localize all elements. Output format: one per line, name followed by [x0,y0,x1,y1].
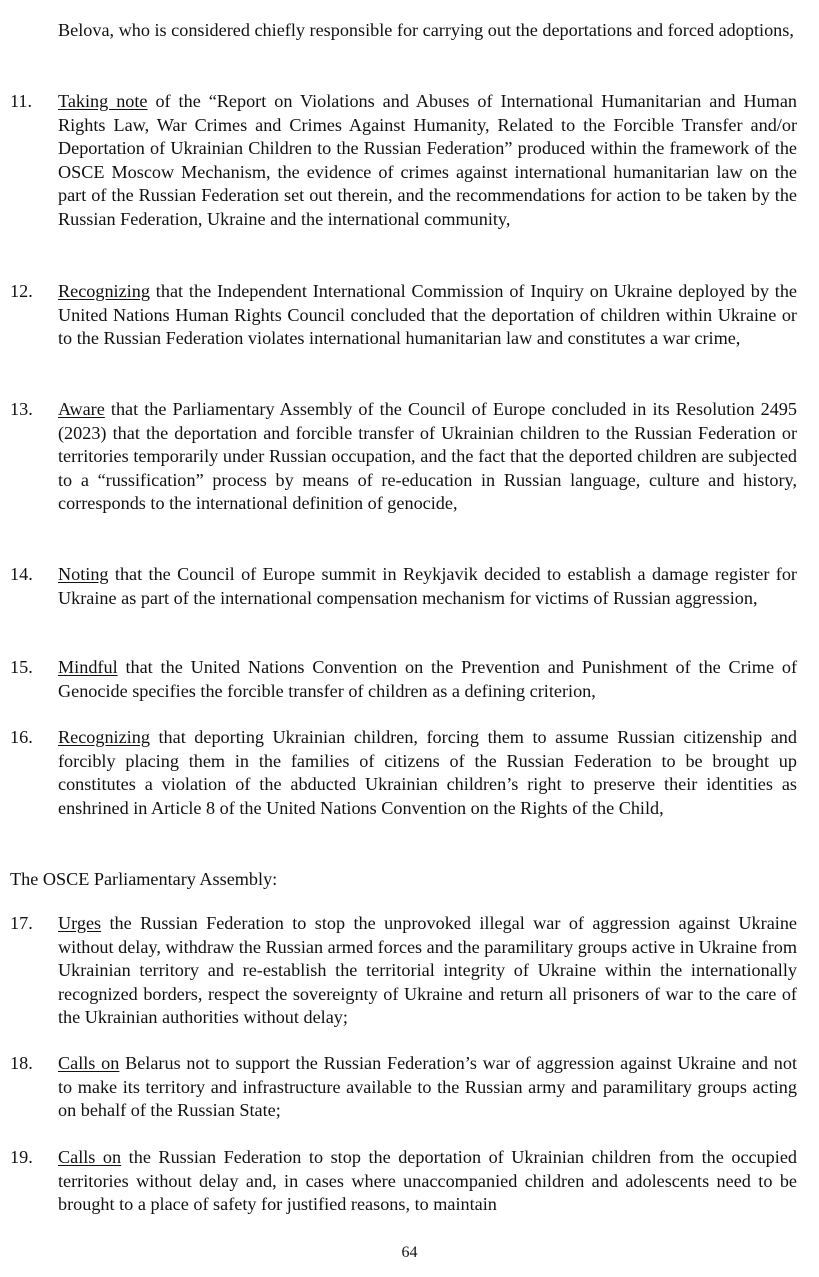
paragraph-text: the Russian Federation to stop the deportation of Ukrainian children from the occupied territories without delay and, in cases where unaccompanied children and adolescents need to be brought to a place of safety for justified reasons, to maintain [58,1147,797,1215]
paragraph-text: the Russian Federation to stop the unprovoked illegal war of aggression against Ukraine without delay, withdraw the Russian armed forces and the paramilitary groups active in Ukraine from Ukrainian territory and re-establish the territorial integrity of Ukraine within the internationally recognized borders, respect the sovereignty of Ukraine and return all prisoners of war to the care of the Ukrainian authorities without delay; [58,913,797,1028]
paragraph-15 [10,656,797,703]
paragraph-18 [10,1052,797,1123]
intro-continuation: Belova, who is considered chiefly responsible for carrying out the deportations and forced adoptions, [58,20,794,40]
paragraph-text: that deporting Ukrainian children, forcing them to assume Russian citizenship and forcibly placing them in the families of citizens of the Russian Federation to be brought up constitutes a violation of the abducted Ukrainian children’s right to preserve their identities as enshrined in Article 8 of the United Nations Convention on the Rights of the Child, [58,727,797,818]
paragraph-lead: Aware [58,399,105,419]
paragraph-14 [10,563,797,610]
paragraph-text: Belarus not to support the Russian Federation’s war of aggression against Ukraine and not to make its territory and infrastructure available to the Russian army and paramilitary groups acting on behalf of the Russian State; [58,1053,798,1121]
assembly-heading: The OSCE Parliamentary Assembly: [10,869,278,889]
paragraph-13 [10,398,797,516]
paragraph-number: 16. [10,727,33,747]
paragraph-number: 13. [10,399,33,419]
paragraph-lead: Calls on [58,1147,122,1167]
paragraph-17 [10,912,797,1030]
paragraph-number: 17. [10,913,33,933]
paragraph-lead: Recognizing [58,727,150,747]
paragraph-lead: Calls on [58,1053,120,1073]
paragraph-number: 12. [10,281,33,301]
paragraph-text: of the “Report on Violations and Abuses of International Humanitarian and Human Rights Law, War Crimes and Crimes Against Humanity, Related to the Forcible Transfer and/or Deportation of Ukrainian Children to the Russian Federation” produced within the framework of the OSCE Moscow Mechanism, the evidence of crimes against international humanitarian law on the part of the Russian Federation set out therein, and the recommendations for action to be taken by the Russian Federation, Ukraine and the international community, [58,91,797,229]
paragraph-lead: Urges [58,913,102,933]
page-number: 64 [401,1244,418,1261]
paragraph-number: 18. [10,1053,33,1073]
paragraph-number: 14. [10,564,33,584]
paragraph-lead: Mindful [58,657,118,677]
paragraph-lead: Recognizing [58,281,150,301]
paragraph-lead: Noting [58,564,109,584]
paragraph-number: 15. [10,657,33,677]
paragraph-text: that the Parliamentary Assembly of the Council of Europe concluded in its Resolution 2495 (2023) that the deportation and forcible transfer of Ukrainian children to the Russian Federation or territories temporarily under Russian occupation, and the fact that the deported children are subjected to a “russification” process by means of re-education in Russian language, culture and history, corresponds to the international definition of genocide, [58,399,797,514]
paragraph-19 [10,1146,797,1217]
paragraph-text: that the United Nations Convention on the Prevention and Punishment of the Crime of Genocide specifies the forcible transfer of children as a defining criterion, [58,657,797,701]
paragraph-text: that the Independent International Commission of Inquiry on Ukraine deployed by the United Nations Human Rights Council concluded that the deportation of children within Ukraine or to the Russian Federation violates international humanitarian law and constitutes a war crime, [58,281,797,349]
paragraph-text: that the Council of Europe summit in Reykjavik decided to establish a damage register for Ukraine as part of the international compensation mechanism for victims of Russian aggression, [58,564,797,608]
paragraph-lead: Taking note [58,91,148,111]
paragraph-16 [10,726,797,820]
paragraph-number: 19. [10,1147,33,1167]
paragraph-number: 11. [10,91,33,111]
paragraph-11 [10,90,797,232]
paragraph-12 [10,280,797,351]
